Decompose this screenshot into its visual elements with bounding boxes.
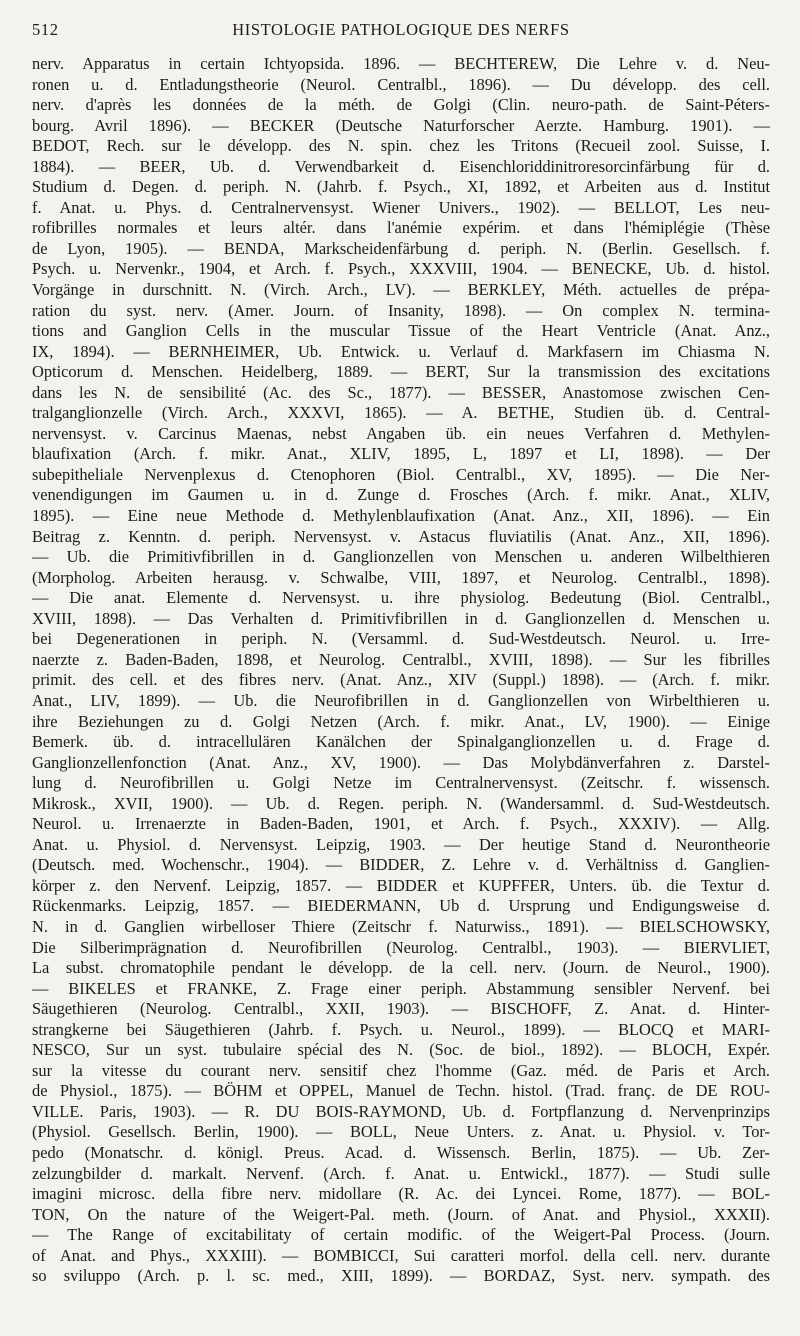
text-line: de Lyon, 1905). — BENDA, Markscheidenfärbung d. periph. N. (Berlin. Gesellsch. f. [32,238,770,258]
text-line: N. in d. Ganglien wirbelloser Thiere (Zeitschr f. Naturwiss., 1891). — BIELSCHOWSKY, [32,916,770,936]
text-line: tions and Ganglion Cells in the muscular Tissue of the Heart Ventricle (Anat. Anz., [32,321,770,341]
text-line: (Physiol. Gesellsch. Berlin, 1900). — BOLL, Neue Unters. z. Anat. u. Physiol. v. Tor- [32,1122,770,1142]
text-line: imagini microsc. della fibre nerv. midollare (R. Ac. dei Lyncei. Rome, 1877). — BOL- [32,1184,770,1204]
text-line: naerzte z. Baden-Baden, 1898, et Neurolog. Centralbl., XVIII, 1898). — Sur les fibrilles [32,649,770,669]
text-line: Opticorum d. Menschen. Heidelberg, 1889. — BERT, Sur la transmission des excitations [32,362,770,382]
text-line: ronen u. d. Entladungstheorie (Neurol. Centralbl., 1896). — Du développ. des cell. [32,74,770,94]
text-line: (Morpholog. Arbeiten herausg. v. Schwalbe, VIII, 1897, et Neurolog. Centralbl., 1898). [32,567,770,587]
text-line: venendigungen im Gaumen u. in d. Zunge d. Frosches (Arch. f. mikr. Anat., XLIV, [32,485,770,505]
text-line: of Anat. and Phys., XXXIII). — BOMBICCI, Sui caratteri morfol. della cell. nerv. durante [32,1245,770,1265]
text-line: zelzungbilder d. markalt. Nervenf. (Arch. f. Anat. u. Entwickl., 1877). — Studi sulle [32,1163,770,1183]
text-line: — Ub. die Primitivfibrillen in d. Ganglionzellen von Menschen u. anderen Wilbelthieren [32,547,770,567]
text-line: — The Range of excitabilitaty of certain modific. of the Weigert-Pal Process. (Journ. [32,1225,770,1245]
text-line: — Die anat. Elemente d. Nervensyst. u. ihre physiolog. Bedeutung (Biol. Centralbl., [32,588,770,608]
text-line: TON, On the nature of the Weigert-Pal. meth. (Journ. of Anat. and Physiol., XXXII). [32,1204,770,1224]
text-line: Anat., LIV, 1899). — Ub. die Neurofibrillen in d. Ganglionzellen von Wirbelthieren u. [32,690,770,710]
text-line: subepitheliale Nervenplexus d. Ctenophoren (Biol. Centralbl., XV, 1895). — Die Ner- [32,464,770,484]
text-line: Säugethieren (Neurolog. Centralbl., XXII, 1903). — BISCHOFF, Z. Anat. d. Hinter- [32,999,770,1019]
text-line: rofibrilles normales et leurs altér. dans l'anémie expérim. et dans l'hémiplégie (Thèse [32,218,770,238]
text-line: körper z. den Nervenf. Leipzig, 1857. — BIDDER et KUPFFER, Unters. üb. die Textur d. [32,875,770,895]
text-line: primit. des cell. et des fibres nerv. (Anat. Anz., XIV (Suppl.) 1898). — (Arch. f. mikr. [32,670,770,690]
text-line: Neurol. u. Irrenaerzte in Baden-Baden, 1901, et Arch. f. Psych., XXXIV). — Allg. [32,814,770,834]
running-header [32,20,770,54]
text-line: nerv. Apparatus in certain Ichtyopsida. 1896. — BECHTEREW, Die Lehre v. d. Neu- [32,54,770,73]
text-line: bourg. Avril 1896). — BECKER (Deutsche Naturforscher Aerzte. Hamburg. 1901). — [32,115,770,135]
text-line: Beitrag z. Kenntn. d. periph. Nervensyst. v. Astacus fluviatilis (Anat. Anz., XII, 1896). [32,526,770,546]
text-line: XVIII, 1898). — Das Verhalten d. Primitivfibrillen in d. Ganglionzellen d. Menschen u. [32,608,770,628]
page-number: 512 [32,20,59,39]
text-line: blaufixation (Arch. f. mikr. Anat., XLIV, 1895, L, 1897 et LI, 1898). — Der [32,444,770,464]
text-line: de Physiol., 1875). — BÖHM et OPPEL, Manuel de Techn. histol. (Trad. franç. de DE ROU- [32,1081,770,1101]
text-line: strangkerne bei Säugethieren (Jahrb. f. Psych. u. Neurol., 1899). — BLOCQ et MARI- [32,1019,770,1039]
text-line: Die Silberimprägnation d. Neurofibrillen (Neurolog. Centralbl., 1903). — BIERVLIET, [32,937,770,957]
text-line: dans les N. de sensibilité (Ac. des Sc., 1877). — BESSER, Anastomose zwischen Cen- [32,382,770,402]
text-line: ihre Beziehungen zu d. Golgi Netzen (Arch. f. mikr. Anat., LV, 1900). — Einige [32,711,770,731]
text-line: lung d. Neurofibrillen u. Golgi Netze im Centralnervensyst. (Zeitschr. f. wissensch. [32,773,770,793]
text-line: 1895). — Eine neue Methode d. Methylenblaufixation (Anat. Anz., XII, 1896). — Ein [32,506,770,526]
text-line: ration du syst. nerv. (Amer. Journ. of Insanity, 1898). — On complex N. termina- [32,300,770,320]
text-line: VILLE. Paris, 1903). — R. DU BOIS-RAYMOND, Ub. d. Fortpflanzung d. Nervenprinzips [32,1101,770,1121]
text-line: IX, 1894). — BERNHEIMER, Ub. Entwick. u. Verlauf d. Markfasern im Chiasma N. [32,341,770,361]
text-line: Vorgänge in durschnitt. N. (Virch. Arch., LV). — BERKLEY, Méth. actuelles de prépa- [32,280,770,300]
bibliography-text [32,54,770,1287]
text-line: La subst. chromatophile pendant le développ. de la cell. nerv. (Journ. de Neurol., 1900). [32,958,770,978]
text-line: Anat. u. Physiol. d. Nervensyst. Leipzig, 1903. — Der heutige Stand d. Neurontheorie [32,834,770,854]
text-line: tralganglionzelle (Virch. Arch., XXXVI, 1865). — A. BETHE, Studien üb. d. Central- [32,403,770,423]
text-line: (Deutsch. med. Wochenschr., 1904). — BIDDER, Z. Lehre v. d. Verhältniss d. Ganglien- [32,855,770,875]
text-line: f. Anat. u. Phys. d. Centralnervensyst. Wiener Univers., 1902). — BELLOT, Les neu- [32,197,770,217]
text-line: 1884). — BEER, Ub. d. Verwendbarkeit d. Eisenchloriddinitroresorcinfärbung für d. [32,156,770,176]
text-line: Psych. u. Nervenkr., 1904, et Arch. f. Psych., XXXVIII, 1904. — BENECKE, Ub. d. histol. [32,259,770,279]
text-line: NESCO, Sur un syst. tubulaire spécial des N. (Soc. de biol., 1892). — BLOCH, Expér. [32,1040,770,1060]
text-line: BEDOT, Rech. sur le développ. des N. spin. chez les Tritons (Recueil zool. Suisse, I. [32,136,770,156]
text-line: Studium d. Degen. d. periph. N. (Jahrb. f. Psych., XI, 1892, et Arbeiten aus d. Institut [32,177,770,197]
text-line: nervensyst. v. Carcinus Maenas, nebst Angaben üb. ein neues Verfahren d. Methylen- [32,423,770,443]
text-line: bei Degenerationen in periph. N. (Versamml. d. Sud-Westdeutsch. Neurol. u. Irre- [32,629,770,649]
text-line: Mikrosk., XVII, 1900). — Ub. d. Regen. periph. N. (Wandersamml. d. Sud-Westdeutsch. [32,793,770,813]
text-line: nerv. d'après les données de la méth. de Golgi (Clin. neuro-path. de Saint-Péters- [32,95,770,115]
text-line: — BIKELES et FRANKE, Z. Frage einer periph. Abstammung sensibler Nervenf. bei [32,978,770,998]
text-line: Ganglionzellenfonction (Anat. Anz., XV, 1900). — Das Molybdänverfahren z. Darstel- [32,752,770,772]
text-line: pedo (Monatschr. d. königl. Preus. Acad. d. Wissensch. Berlin, 1875). — Ub. Zer- [32,1142,770,1162]
text-line: Rückenmarks. Leipzig, 1857. — BIEDERMANN, Ub d. Ursprung und Endigungsweise d. [32,896,770,916]
running-title: HISTOLOGIE PATHOLOGIQUE DES NERFS [232,20,570,39]
text-line: so sviluppo (Arch. p. l. sc. med., XIII, 1899). — BORDAZ, Syst. nerv. sympath. des [32,1266,770,1286]
text-line: Bemerk. üb. d. intracellulären Kanälchen der Spinalganglionzellen u. d. Frage d. [32,732,770,752]
text-line: sur la vitesse du courant nerv. sensitif chez l'homme (Gaz. méd. de Paris et Arch. [32,1060,770,1080]
